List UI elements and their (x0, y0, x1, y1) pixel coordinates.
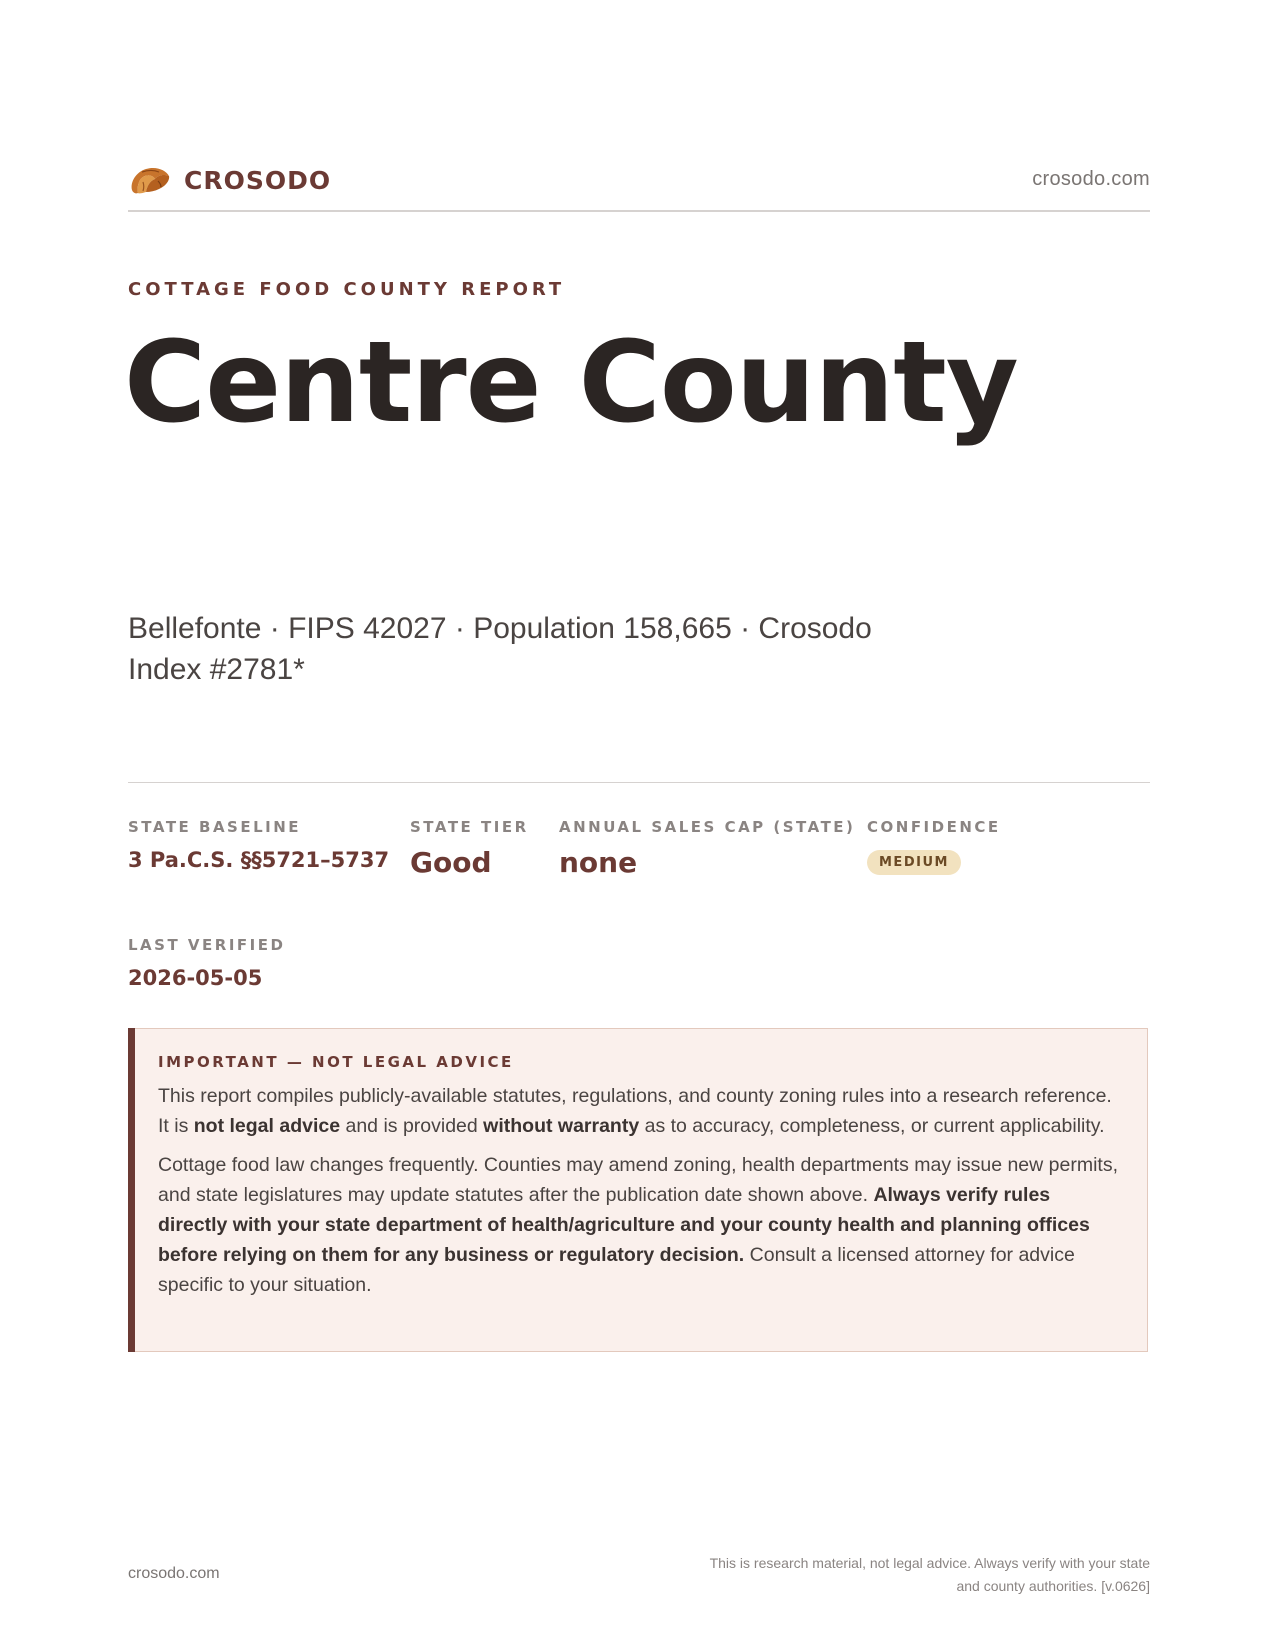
stat-confidence (867, 818, 1001, 875)
stat-state-baseline (128, 818, 389, 872)
footer-disclaimer (630, 1552, 1150, 1598)
disclaimer-line-1: This is research material, not legal advice. Always verify with your state (709, 1555, 1150, 1571)
subtitle-line-1: Bellefonte · FIPS 42027 · Population 158,665 · Crosodo (128, 612, 872, 645)
brand-name: CROSODO (184, 165, 332, 195)
report-page (124, 0, 1150, 1650)
stat-value: none (559, 846, 638, 879)
section-divider (128, 782, 1150, 783)
report-eyebrow: COTTAGE FOOD COUNTY REPORT (128, 279, 566, 300)
notice-accent-bar (128, 1028, 135, 1352)
stat-last-verified (128, 936, 285, 990)
page-header (128, 158, 1150, 212)
stat-annual-sales-cap (559, 818, 855, 879)
stat-label: CONFIDENCE (867, 818, 1001, 836)
confidence-badge: MEDIUM (867, 850, 961, 875)
croissant-icon (128, 160, 172, 200)
brand (128, 160, 331, 200)
disclaimer-line-2: and county authorities. [v.0626] (956, 1578, 1150, 1594)
report-subtitle (128, 608, 888, 690)
notice-heading: IMPORTANT — NOT LEGAL ADVICE (158, 1053, 514, 1071)
footer-site[interactable]: crosodo.com (128, 1565, 220, 1582)
header-divider (128, 210, 1150, 212)
stat-value: 3 Pa.C.S. §§5721–5737 (128, 848, 390, 872)
stat-label: STATE TIER (410, 818, 529, 836)
page-title: Centre County (124, 318, 1018, 448)
notice-paragraph-2: Cottage food law changes frequently. Counties may amend zoning, health departments may issue new permits, and state legislatures may update statutes after the publication date shown above. Always verify rules directly with your state department of health/agriculture and your county health and planning offices before relying on them for any business or regulatory decision. Consult a licensed attorney for advice specific to your situation. (158, 1154, 1118, 1296)
stat-state-tier (410, 818, 529, 879)
site-link[interactable]: crosodo.com (1032, 168, 1150, 190)
stat-value: 2026-05-05 (128, 966, 263, 990)
subtitle-line-2: Index #2781* (128, 653, 305, 686)
stat-label: LAST VERIFIED (128, 936, 286, 954)
stat-label: STATE BASELINE (128, 818, 302, 836)
notice-paragraph-1: This report compiles publicly-available statutes, regulations, and county zoning rules into a research reference. It is not legal advice and is provided without warranty as to accuracy, completeness, or current applicability. (158, 1085, 1112, 1137)
stat-value: Good (410, 846, 492, 879)
stat-label: ANNUAL SALES CAP (STATE) (559, 818, 856, 836)
legal-notice (128, 1028, 1148, 1352)
